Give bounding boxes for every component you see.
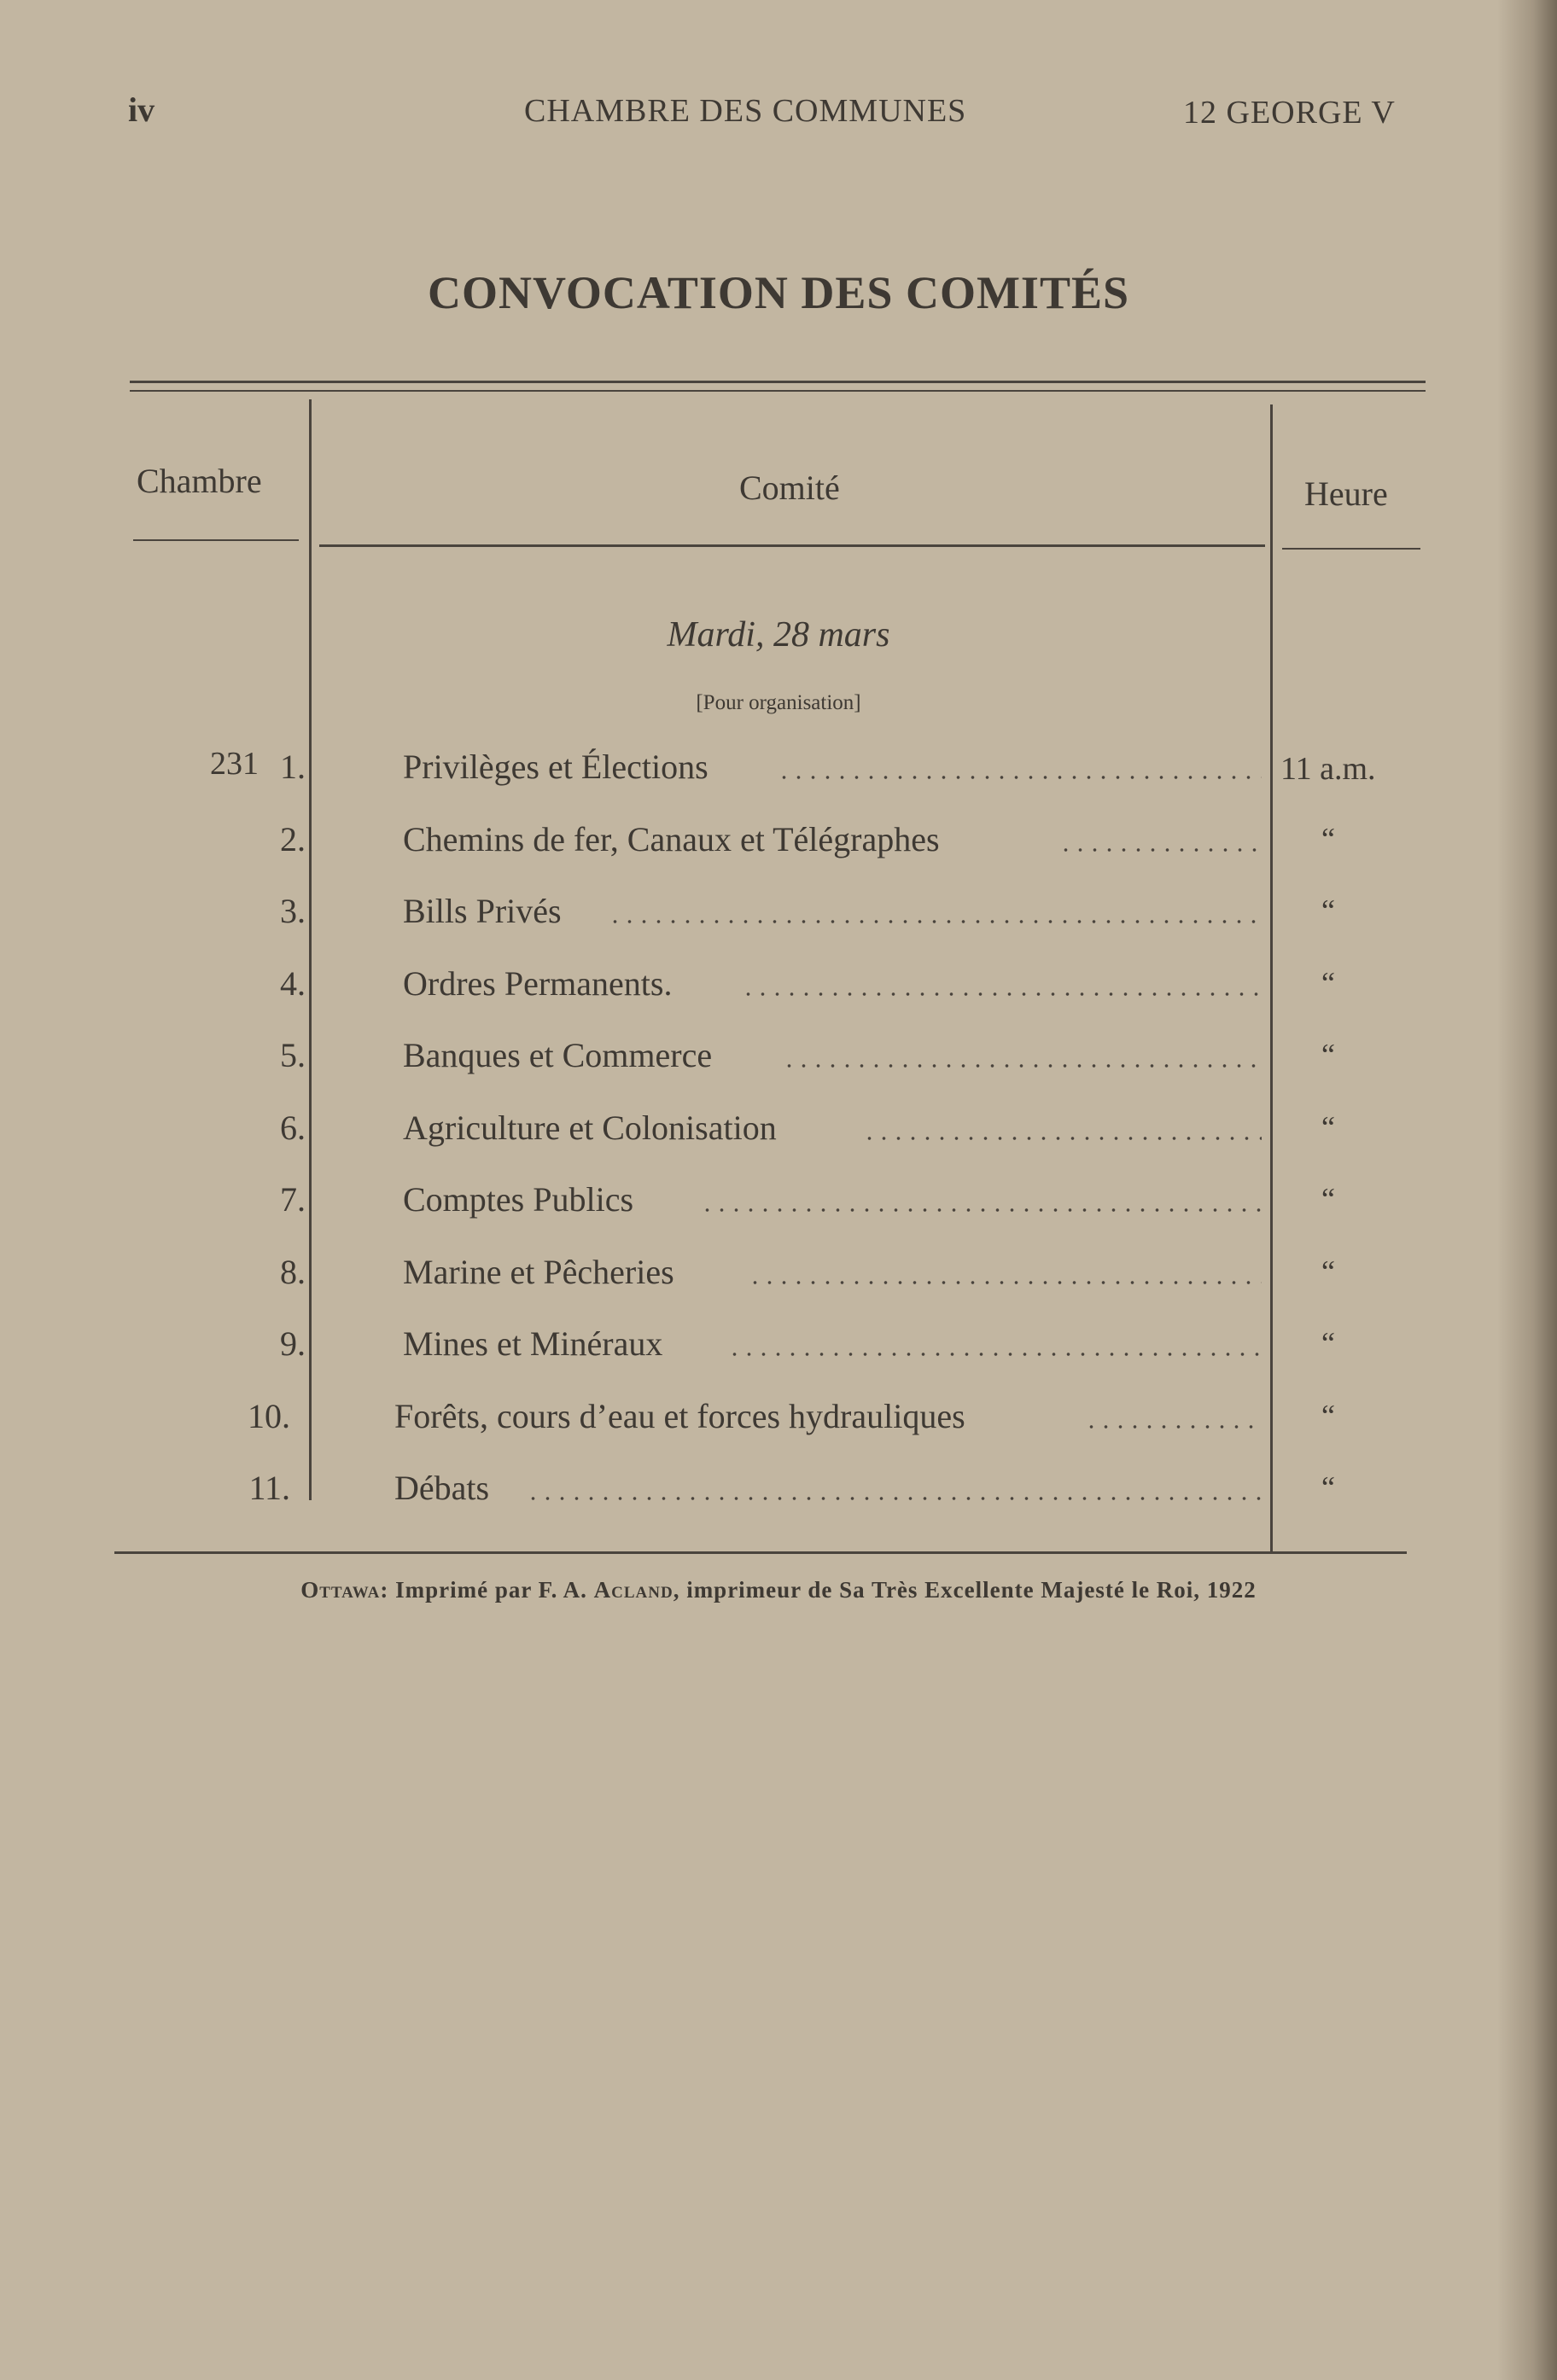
reign-year: 12 GEORGE V xyxy=(1183,95,1396,131)
committee-number: 10. xyxy=(248,1397,290,1435)
session-note: [Pour organisation] xyxy=(696,691,861,714)
ditto-mark: “ xyxy=(1321,1399,1335,1433)
page-title: CONVOCATION DES COMITÉS xyxy=(427,267,1130,318)
committee-number: 11. xyxy=(248,1469,290,1507)
column-header-comite: Comité xyxy=(739,468,840,507)
running-head: CHAMBRE DES COMMUNES xyxy=(524,93,967,129)
committee-number: 4. xyxy=(280,964,306,1003)
ditto-mark: “ xyxy=(1321,1110,1335,1144)
dot-leader xyxy=(777,776,1262,779)
dot-leader xyxy=(782,1064,1262,1068)
committee-number: 8. xyxy=(280,1253,306,1291)
header-rule-chambre xyxy=(133,539,299,541)
committee-number: 6. xyxy=(280,1109,306,1147)
committee-name: Chemins de fer, Canaux et Télégraphes xyxy=(403,820,940,858)
imprint-text-2: , imprimeur de Sa Très Excellente Majesté le Roi, 1922 xyxy=(673,1577,1257,1603)
committee-name: Mines et Minéraux xyxy=(403,1324,663,1363)
committee-name: Banques et Commerce xyxy=(403,1036,713,1074)
ditto-mark: “ xyxy=(1321,1470,1335,1504)
committee-name: Agriculture et Colonisation xyxy=(403,1109,777,1147)
dot-leader xyxy=(1058,848,1262,852)
committee-name: Marine et Pêcheries xyxy=(403,1253,674,1291)
dot-leader xyxy=(741,992,1262,996)
committee-name: Débats xyxy=(394,1469,490,1507)
committee-hour: 11 a.m. xyxy=(1280,751,1376,787)
dot-leader xyxy=(608,920,1262,923)
ditto-mark: “ xyxy=(1321,1254,1335,1289)
committee-number: 5. xyxy=(280,1036,306,1074)
imprint-city: Ottawa xyxy=(300,1577,381,1603)
committee-number: 3. xyxy=(280,892,306,930)
page-edge-shadow xyxy=(1497,0,1557,2380)
committee-name: Bills Privés xyxy=(403,892,562,930)
dot-leader xyxy=(727,1353,1262,1356)
dot-leader xyxy=(700,1208,1262,1212)
ditto-mark: “ xyxy=(1321,1038,1335,1072)
dot-leader xyxy=(526,1497,1262,1500)
table-bottom-rule xyxy=(114,1551,1407,1554)
dot-leader xyxy=(1084,1425,1262,1429)
room-number: 231 xyxy=(210,746,259,782)
title-rule-bottom xyxy=(130,390,1426,392)
committee-number: 9. xyxy=(280,1324,306,1363)
committee-number: 7. xyxy=(280,1180,306,1219)
committee-name: Privilèges et Élections xyxy=(403,748,709,786)
page-number: iv xyxy=(128,90,155,129)
committee-name: Comptes Publics xyxy=(403,1180,634,1219)
imprint-footer xyxy=(0,1577,1557,1603)
committee-name: Forêts, cours d’eau et forces hydrauliques xyxy=(394,1397,965,1435)
title-rule-top xyxy=(130,381,1426,383)
ditto-mark: “ xyxy=(1321,822,1335,856)
header-rule-comite xyxy=(319,544,1265,547)
header-rule-heure xyxy=(1282,548,1420,550)
column-rule-left xyxy=(309,399,312,1500)
dot-leader xyxy=(862,1137,1262,1140)
column-header-chambre: Chambre xyxy=(137,462,262,500)
ditto-mark: “ xyxy=(1321,1182,1335,1216)
committee-number: 1. xyxy=(280,748,306,786)
column-header-heure: Heure xyxy=(1304,474,1388,513)
ditto-mark: “ xyxy=(1321,1326,1335,1360)
imprint-printer: Acland xyxy=(593,1577,674,1603)
imprint-text-1: : Imprimé par F. A. xyxy=(380,1577,594,1603)
session-day: Mardi, 28 mars xyxy=(667,615,890,655)
committee-name: Ordres Permanents. xyxy=(403,964,673,1003)
committee-number: 2. xyxy=(280,820,306,858)
dot-leader xyxy=(748,1281,1262,1284)
ditto-mark: “ xyxy=(1321,893,1335,928)
ditto-mark: “ xyxy=(1321,966,1335,1000)
column-rule-right xyxy=(1270,404,1273,1551)
